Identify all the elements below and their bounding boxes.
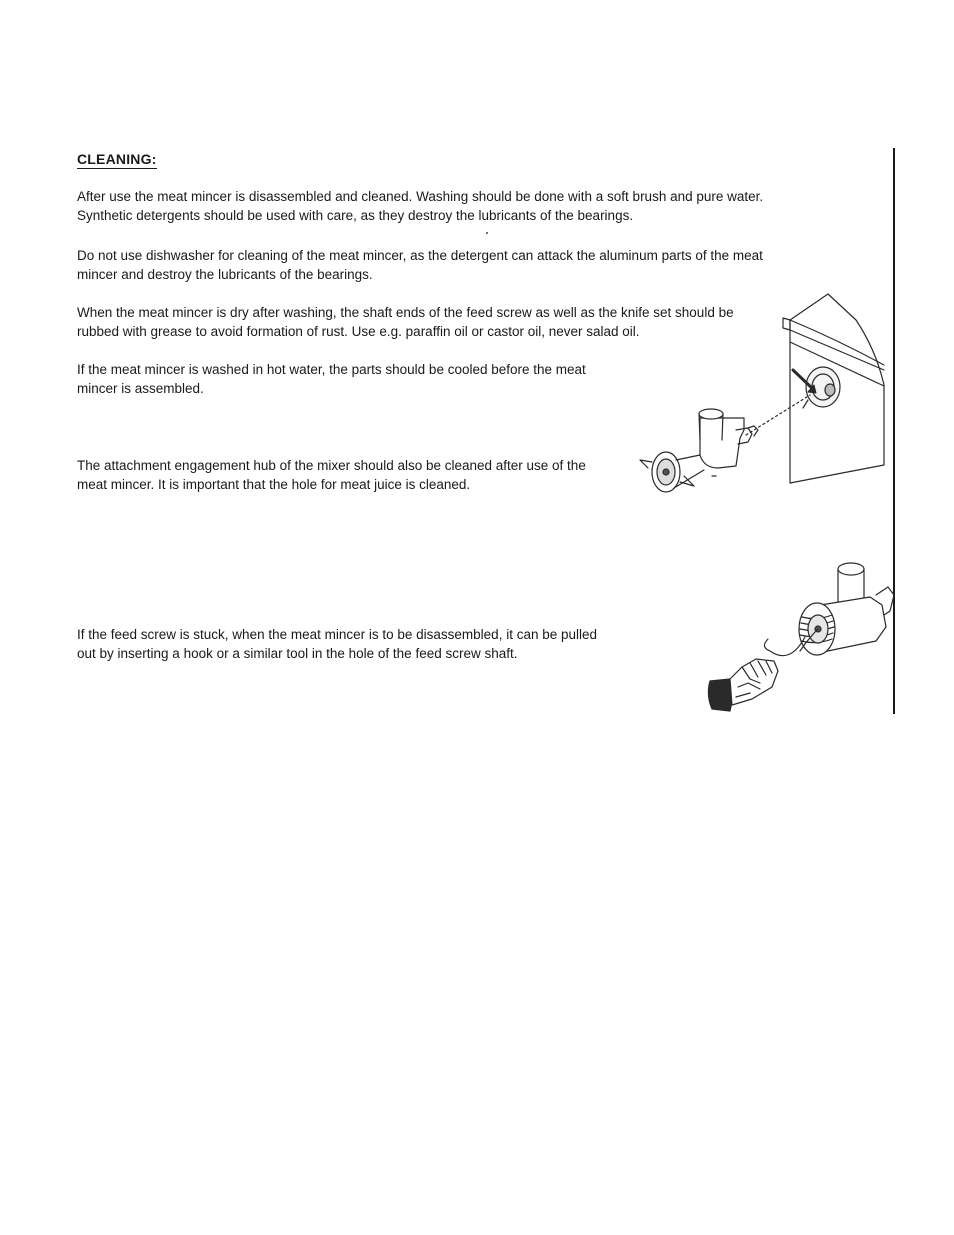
paragraph-hot-water: If the meat mincer is washed in hot water, the parts should be cooled before the meat mincer is assembled. [77,362,586,396]
mincer-attaching-to-mixer-hub-illustration [618,290,886,500]
scan-speck [486,232,488,234]
paragraph-grease: When the meat mincer is dry after washing, the shaft ends of the feed screw as well as the knife set should be rubbed with grease to avoid formation of rust. Use e.g. paraffin oil or castor oil, never salad oil. [77,305,734,339]
paragraph-engagement-hub: The attachment engagement hub of the mixer should also be cleaned after use of the meat mincer. It is important that the hole for meat juice is cleaned. [77,458,586,492]
paragraph-stuck-feed-screw: If the feed screw is stuck, when the meat mincer is to be disassembled, it can be pulled out by inserting a hook or a similar tool in the hole of the feed screw shaft. [77,627,598,661]
section-heading: CLEANING: [77,151,157,167]
hook-pulling-feed-screw-illustration [690,555,895,715]
paragraph-dishwasher: Do not use dishwasher for cleaning of the meat mincer, as the detergent can attack the aluminum parts of the meat mincer and destroy the lubricants of the bearings. [77,248,763,282]
paragraph-washing: After use the meat mincer is disassembled and cleaned. Washing should be done with a soft brush and pure water. Synthetic detergents should be used with care, as they destroy the lubricants of the bearings. [77,189,764,223]
